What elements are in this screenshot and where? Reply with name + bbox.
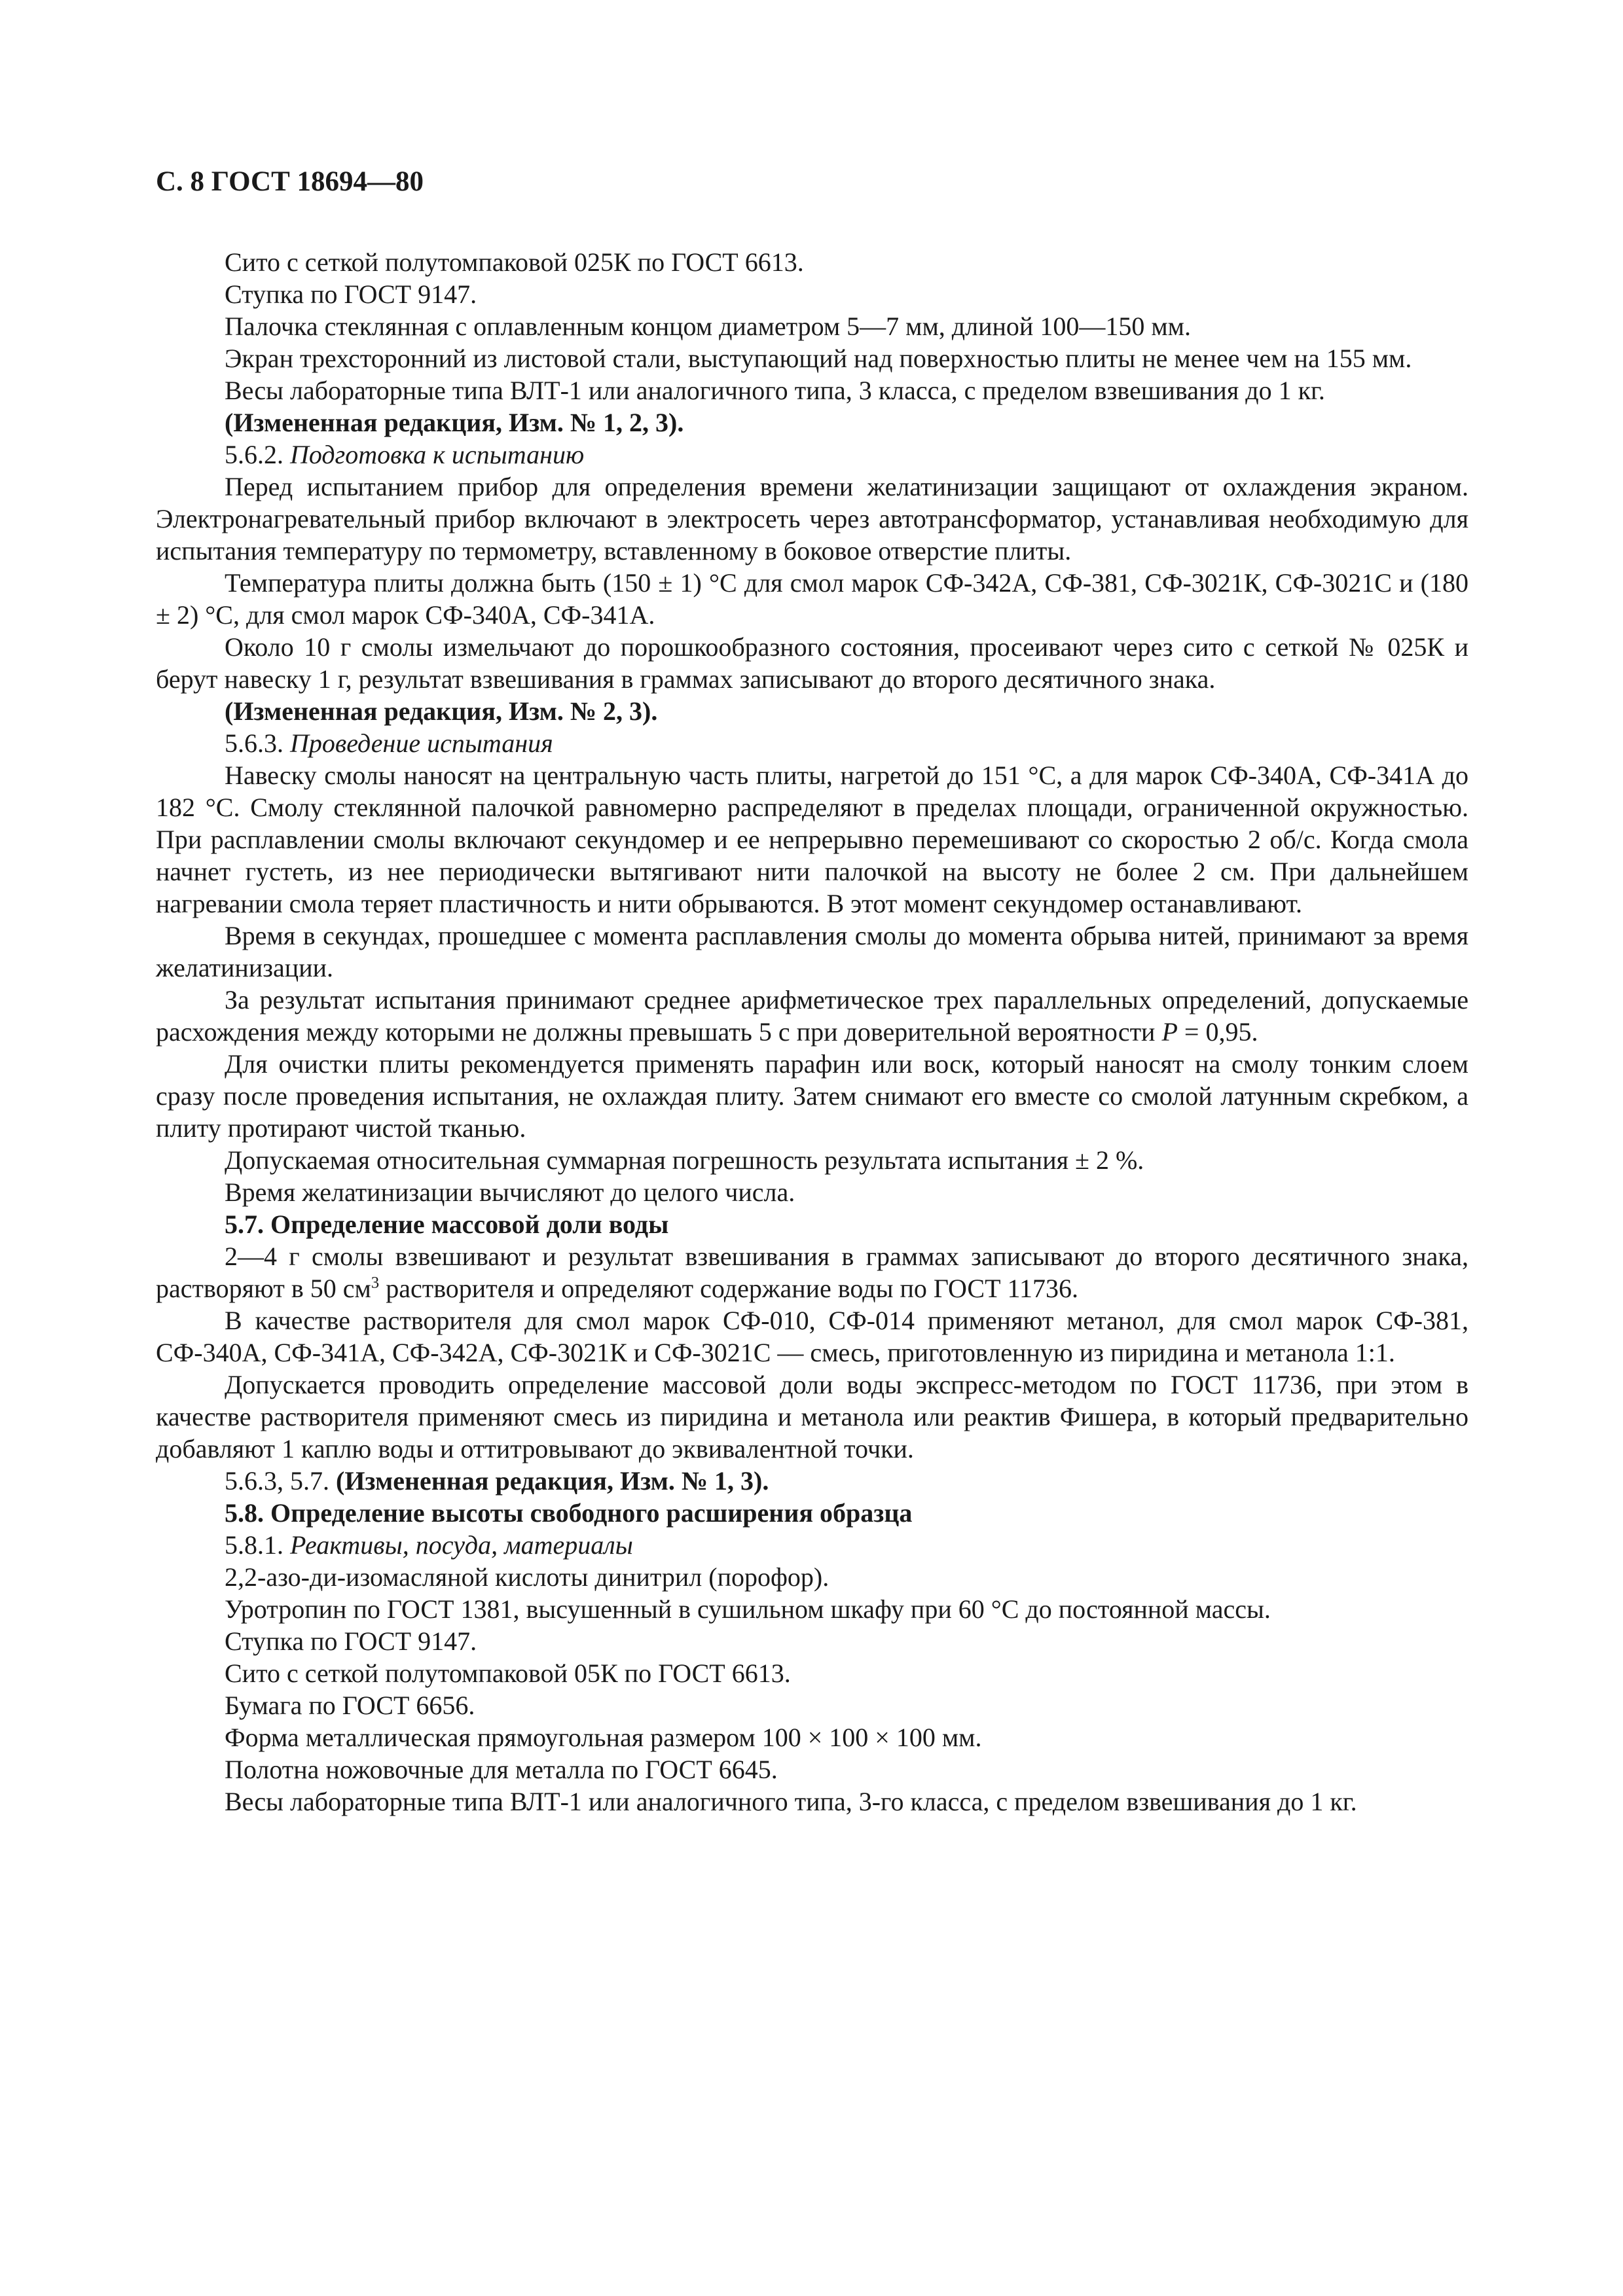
paragraph	[156, 984, 1468, 1048]
paragraph: Сито с сеткой полутомпаковой 05К по ГОСТ 6613.	[225, 1659, 791, 1688]
paragraph: Допускаемая относительная суммарная погрешность результата испытания ± 2 %.	[225, 1145, 1144, 1175]
page-content	[156, 164, 1468, 1818]
paragraph: Ступка по ГОСТ 9147.	[225, 1626, 477, 1656]
amendment-refs: 5.6.3, 5.7.	[225, 1466, 329, 1496]
paragraph-text: За результат испытания принимают среднее арифметическое трех параллельных определений, допускаемые расхождения между которыми не должны превышать 5 с при доверительной вероятности	[156, 985, 1468, 1047]
paragraph: Навеску смолы наносят на центральную часть плиты, нагретой до 151 °С, а для марок СФ-340А, СФ-341А до 182 °С. Смолу стеклянной палочкой равномерно распределяют в пределах площади, ограниченной окружностью. При расплавлении смолы включают секундомер и ее непрерывно перемешивают со скоростью 2 об/с. Когда смола начнет густеть, из нее периодически вытягивают нити палочкой на высоту не более 2 см. При дальнейшем нагревании смола теряет пластичность и нити обрываются. В этот момент секундомер останавливают.	[156, 761, 1468, 918]
amendment-text: (Измененная редакция, Изм. № 1, 3).	[336, 1466, 769, 1496]
subsection-title: Проведение испытания	[290, 728, 553, 758]
paragraph: Уротропин по ГОСТ 1381, высушенный в сушильном шкафу при 60 °С до постоянной массы.	[225, 1594, 1271, 1624]
amendment-note: (Измененная редакция, Изм. № 1, 2, 3).	[225, 408, 684, 437]
paragraph: Форма металлическая прямоугольная размером 100 × 100 × 100 мм.	[225, 1723, 982, 1752]
paragraph: Весы лабораторные типа ВЛТ-1 или аналогичного типа, 3 класса, с пределом взвешивания до 1 кг.	[225, 376, 1325, 405]
paragraph: Температура плиты должна быть (150 ± 1) °С для смол марок СФ-342А, СФ-381, СФ-3021К, СФ-3021С и (180 ± 2) °С, для смол марок СФ-340А, СФ-341А.	[156, 568, 1468, 630]
subsection-heading	[156, 727, 1468, 759]
paragraph: Бумага по ГОСТ 6656.	[225, 1691, 475, 1720]
superscript: 3	[371, 1274, 380, 1292]
paragraph: Палочка стеклянная с оплавленным концом диаметром 5—7 мм, длиной 100—150 мм.	[225, 312, 1191, 341]
amendment-note	[156, 1465, 1468, 1497]
paragraph: Весы лабораторные типа ВЛТ-1 или аналогичного типа, 3-го класса, с пределом взвешивания до 1 кг.	[225, 1787, 1357, 1816]
subsection-number: 5.6.3.	[225, 728, 283, 758]
section-heading: 5.7. Определение массовой доли воды	[225, 1210, 669, 1239]
subsection-title: Реактивы, посуда, материалы	[290, 1530, 633, 1560]
subsection-heading	[156, 1529, 1468, 1561]
paragraph: Время желатинизации вычисляют до целого числа.	[225, 1177, 795, 1207]
paragraph	[156, 1240, 1468, 1304]
paragraph: Для очистки плиты рекомендуется применять парафин или воск, который наносят на смолу тонким слоем сразу после проведения испытания, не охлаждая плиту. Затем снимают его вместе со смолой латунным скребком, а плиту протирают чистой тканью.	[156, 1049, 1468, 1143]
paragraph: Допускается проводить определение массовой доли воды экспресс-методом по ГОСТ 11736, при этом в качестве растворителя применяют смесь из пиридина и метанола или реактив Фишера, в который предварительно добавляют 1 каплю воды и оттитровывают до эквивалентной точки.	[156, 1370, 1468, 1463]
paragraph: Сито с сеткой полутомпаковой 025К по ГОСТ 6613.	[225, 247, 804, 277]
paragraph-text: растворителя и определяют содержание воды по ГОСТ 11736.	[386, 1274, 1079, 1303]
amendment-note: (Измененная редакция, Изм. № 2, 3).	[225, 696, 658, 726]
section-heading: 5.8. Определение высоты свободного расширения образца	[225, 1498, 913, 1528]
paragraph: Время в секундах, прошедшее с момента расплавления смолы до момента обрыва нитей, принимают за время желатинизации.	[156, 921, 1468, 982]
paragraph: 2,2-азо-ди-изомасляной кислоты динитрил (порофор).	[225, 1562, 830, 1592]
paragraph: Перед испытанием прибор для определения времени желатинизации защищают от охлаждения экраном. Электронагревательный прибор включают в электросеть через автотрансформатор, устанавливая необходимую для испытания температуру по термометру, вставленному в боковое отверстие плиты.	[156, 472, 1468, 565]
paragraph: Около 10 г смолы измельчают до порошкообразного состояния, просеивают через сито с сеткой № 025К и берут навеску 1 г, результат взвешивания в граммах записывают до второго десятичного знака.	[156, 632, 1468, 694]
paragraph-text: 2—4 г смолы взвешивают и результат взвешивания в граммах записывают до второго десятичного знака, растворяют в 50 см	[156, 1242, 1468, 1303]
subsection-heading	[156, 439, 1468, 471]
probability-value: = 0,95.	[1177, 1017, 1258, 1047]
probability-symbol: Р	[1161, 1017, 1178, 1047]
subsection-title: Подготовка к испытанию	[290, 440, 585, 469]
subsection-number: 5.6.2.	[225, 440, 283, 469]
paragraph: В качестве растворителя для смол марок СФ-010, СФ-014 применяют метанол, для смол марок СФ-381, СФ-340А, СФ-341А, СФ-342А, СФ-3021К и СФ-3021С — смесь, приготовленную из пиридина и метанола 1:1.	[156, 1306, 1468, 1367]
paragraph: Экран трехсторонний из листовой стали, выступающий над поверхностью плиты не менее чем на 155 мм.	[225, 344, 1412, 373]
subsection-number: 5.8.1.	[225, 1530, 283, 1560]
paragraph: Полотна ножовочные для металла по ГОСТ 6645.	[225, 1755, 778, 1784]
paragraph: Ступка по ГОСТ 9147.	[225, 279, 477, 309]
page-header: С. 8 ГОСТ 18694—80	[156, 166, 424, 197]
